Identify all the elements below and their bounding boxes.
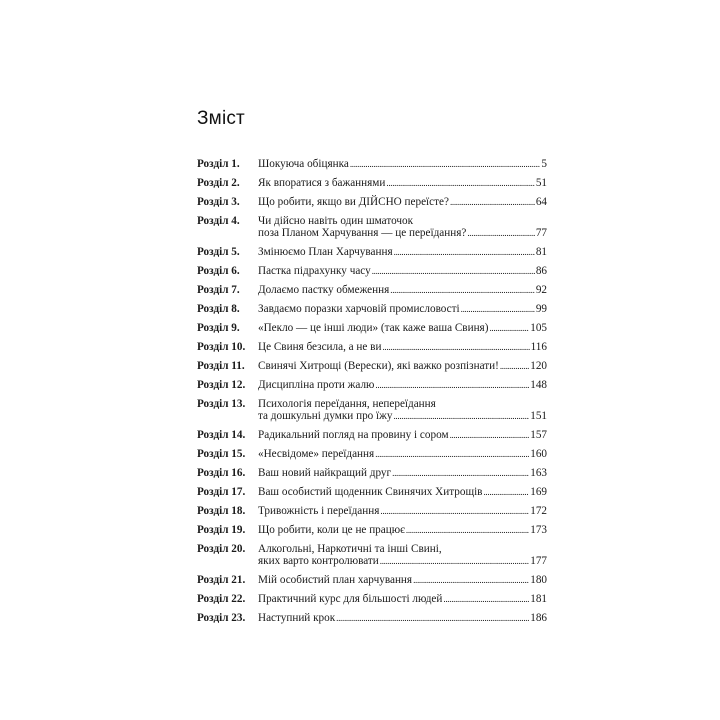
chapter-title: «Несвідоме» переїдання bbox=[258, 448, 375, 460]
chapter-number: Розділ 10. bbox=[197, 341, 246, 353]
dot-leader bbox=[413, 574, 529, 586]
chapter-title: яких варто контролювати bbox=[258, 555, 379, 567]
toc-entry bbox=[197, 429, 547, 441]
toc-entry bbox=[197, 196, 547, 208]
chapter-number: Розділ 8. bbox=[197, 303, 240, 315]
dot-leader bbox=[380, 555, 529, 567]
page-number: 120 bbox=[530, 360, 547, 372]
page-number: 105 bbox=[530, 322, 547, 334]
chapter-title: Що робити, якщо ви ДІЙСНО переїсте? bbox=[258, 196, 449, 208]
dot-leader bbox=[461, 303, 535, 315]
toc-entry bbox=[197, 265, 547, 277]
dot-leader bbox=[406, 524, 529, 536]
chapter-title: Це Свиня безсила, а не ви bbox=[258, 341, 382, 353]
page-number: 177 bbox=[530, 555, 547, 567]
page-number: 186 bbox=[530, 612, 547, 624]
page-number: 148 bbox=[530, 379, 547, 391]
page-number: 160 bbox=[530, 448, 547, 460]
page-number: 172 bbox=[530, 505, 547, 517]
toc-entry bbox=[197, 246, 547, 258]
dot-leader bbox=[500, 360, 529, 372]
chapter-title: Змінюємо План Харчування bbox=[258, 246, 393, 258]
page-number: 86 bbox=[535, 265, 547, 277]
toc-entry bbox=[197, 158, 547, 170]
dot-leader bbox=[380, 505, 529, 517]
table-of-contents bbox=[197, 158, 547, 624]
chapter-number: Розділ 5. bbox=[197, 246, 240, 258]
toc-entry bbox=[197, 524, 547, 536]
chapter-title: Свинячі Хитрощі (Верески), які важко розпізнати! bbox=[258, 360, 499, 372]
chapter-title-line: Чи дійсно навіть один шматочок bbox=[258, 215, 414, 227]
chapter-title: Пастка підрахунку часу bbox=[258, 265, 371, 277]
dot-leader bbox=[382, 341, 529, 353]
toc-entry bbox=[197, 303, 547, 315]
chapter-number: Розділ 13. bbox=[197, 398, 246, 410]
chapter-number: Розділ 15. bbox=[197, 448, 246, 460]
chapter-number: Розділ 18. bbox=[197, 505, 246, 517]
dot-leader bbox=[483, 486, 529, 498]
page-number: 180 bbox=[530, 574, 547, 586]
toc-entry bbox=[197, 341, 547, 353]
dot-leader bbox=[450, 196, 535, 208]
toc-entry bbox=[197, 467, 547, 479]
page-number: 77 bbox=[535, 227, 547, 239]
chapter-title: Радикальний погляд на провину і сором bbox=[258, 429, 449, 441]
page-number: 169 bbox=[530, 486, 547, 498]
chapter-number: Розділ 16. bbox=[197, 467, 246, 479]
page-number: 116 bbox=[530, 341, 547, 353]
toc-entry bbox=[197, 448, 547, 460]
chapter-title-line: Психологія переїдання, непереїдання bbox=[258, 398, 436, 410]
chapter-number: Розділ 3. bbox=[197, 196, 240, 208]
toc-entry bbox=[197, 360, 547, 372]
chapter-title: Завдаємо поразки харчовій промисловості bbox=[258, 303, 460, 315]
page-title: Зміст bbox=[197, 108, 245, 129]
dot-leader bbox=[443, 593, 529, 605]
page-number: 151 bbox=[530, 410, 547, 422]
dot-leader bbox=[489, 322, 529, 334]
chapter-number: Розділ 6. bbox=[197, 265, 240, 277]
chapter-title: Практичний курс для більшості людей bbox=[258, 593, 443, 605]
chapter-number: Розділ 14. bbox=[197, 429, 246, 441]
chapter-title: Дисципліна проти жалю bbox=[258, 379, 375, 391]
chapter-number: Розділ 2. bbox=[197, 177, 240, 189]
chapter-number: Розділ 11. bbox=[197, 360, 245, 372]
chapter-title: Мій особистий план харчування bbox=[258, 574, 413, 586]
chapter-number: Розділ 23. bbox=[197, 612, 246, 624]
dot-leader bbox=[375, 379, 529, 391]
chapter-number: Розділ 21. bbox=[197, 574, 246, 586]
chapter-title: Долаємо пастку обмеження bbox=[258, 284, 390, 296]
toc-entry bbox=[197, 612, 547, 624]
dot-leader bbox=[375, 448, 529, 460]
chapter-title: Ваш особистий щоденник Свинячих Хитрощів bbox=[258, 486, 483, 498]
chapter-number: Розділ 9. bbox=[197, 322, 240, 334]
dot-leader bbox=[372, 265, 535, 277]
page-number: 181 bbox=[530, 593, 547, 605]
page-number: 81 bbox=[535, 246, 547, 258]
toc-entry bbox=[197, 177, 547, 189]
chapter-number: Розділ 12. bbox=[197, 379, 246, 391]
toc-entry bbox=[197, 486, 547, 498]
dot-leader bbox=[450, 429, 530, 441]
page-number: 99 bbox=[535, 303, 547, 315]
dot-leader bbox=[393, 410, 529, 422]
chapter-title: Тривожність і переїдання bbox=[258, 505, 380, 517]
chapter-title: Ваш новий найкращий друг bbox=[258, 467, 392, 479]
chapter-title: Шокуюча обіцянка bbox=[258, 158, 349, 170]
page-number: 92 bbox=[535, 284, 547, 296]
toc-entry bbox=[197, 215, 547, 239]
page-number: 5 bbox=[541, 158, 547, 170]
chapter-number: Розділ 20. bbox=[197, 543, 246, 555]
chapter-number: Розділ 19. bbox=[197, 524, 246, 536]
dot-leader bbox=[386, 177, 534, 189]
chapter-title-line: Алкогольні, Наркотичні та інші Свині, bbox=[258, 543, 442, 555]
chapter-title: Що робити, коли це не працює bbox=[258, 524, 405, 536]
page-number: 173 bbox=[530, 524, 547, 536]
chapter-title: Наступний крок bbox=[258, 612, 336, 624]
chapter-title: «Пекло — це інші люди» (так каже ваша Свиня) bbox=[258, 322, 489, 334]
toc-entry bbox=[197, 398, 547, 422]
dot-leader bbox=[392, 467, 529, 479]
page-number: 157 bbox=[530, 429, 547, 441]
chapter-number: Розділ 22. bbox=[197, 593, 246, 605]
dot-leader bbox=[394, 246, 535, 258]
dot-leader bbox=[336, 612, 529, 624]
chapter-title: Як впоратися з бажаннями bbox=[258, 177, 386, 189]
chapter-number: Розділ 7. bbox=[197, 284, 240, 296]
dot-leader bbox=[350, 158, 541, 170]
chapter-title: та дошкульні думки про їжу bbox=[258, 410, 393, 422]
chapter-number: Розділ 1. bbox=[197, 158, 240, 170]
toc-entry bbox=[197, 593, 547, 605]
toc-entry bbox=[197, 574, 547, 586]
dot-leader bbox=[390, 284, 535, 296]
toc-entry bbox=[197, 505, 547, 517]
toc-entry bbox=[197, 543, 547, 567]
toc-entry bbox=[197, 322, 547, 334]
toc-entry bbox=[197, 284, 547, 296]
dot-leader bbox=[467, 227, 534, 239]
page-number: 163 bbox=[530, 467, 547, 479]
chapter-number: Розділ 4. bbox=[197, 215, 240, 227]
page-number: 64 bbox=[535, 196, 547, 208]
chapter-title: поза Планом Харчування — це переїдання? bbox=[258, 227, 467, 239]
chapter-number: Розділ 17. bbox=[197, 486, 246, 498]
page-number: 51 bbox=[535, 177, 547, 189]
toc-entry bbox=[197, 379, 547, 391]
